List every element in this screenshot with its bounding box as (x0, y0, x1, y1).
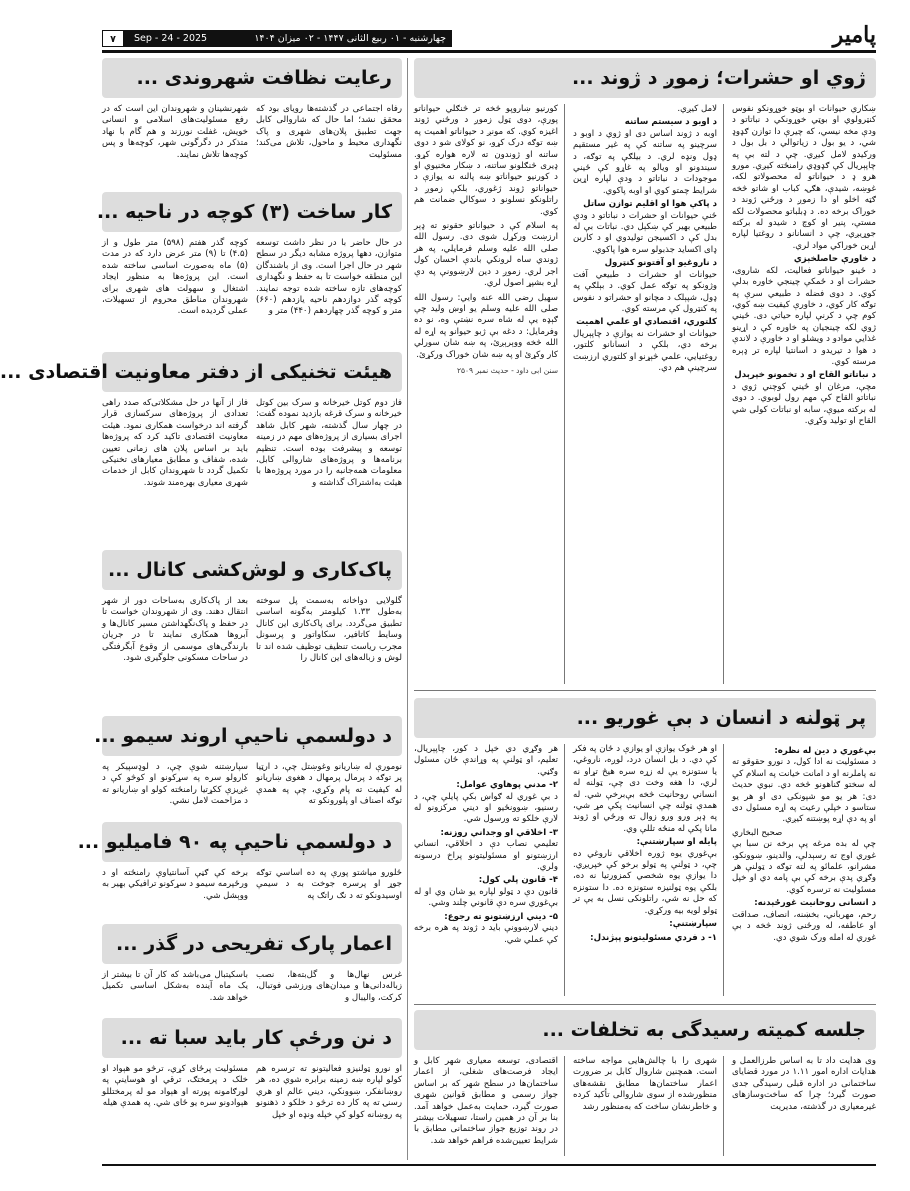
article-islam (414, 698, 876, 998)
newspaper-logo: پامیر (832, 22, 876, 48)
article-subheading: ۵- دیني ارزښتونو ته رجوع: (444, 911, 558, 922)
article-paragraph: باسکیتبال می‌باشد که کار آن تا بیشتر از یک ماه آینده به‌شکل اساسی تکمیل خواهد شد. (102, 970, 248, 1003)
article-subheading: د اوبو د سیستم ساتنه (624, 117, 717, 128)
article-paragraph: د ځینو حیواناتو فعالیت، لکه شاروی، حشرات او د ځمکې چینجي خاوره بدلې کوي. د دوی فضله د طبیعي سرې په توګه کار کوي، د خاورې کیفیت ښه کوي، کوم چې د کرنې لپاره حیاتي دی. ځیني ژوي لکه چینجیان په خاوره کې د اړینو غذایي موادو د ویشلو او د خاورې د لاندې د هوا د تیریدو د اسانتیا لپاره تر ډېره مرسته کوي. (732, 265, 876, 367)
article-paragraph: چې له بده مرغه پې برخه نن سبا بې غوري اوج ته رسېدلې، والدینو، ښوونکو، مشرانو، علمائو په لته توګه د ټولنې هر وګړي پدې برخه کې بې پامه دي او خپل مسئولیت نه ترسره کوي. (732, 839, 876, 895)
article-street (96, 192, 402, 342)
article-paragraph: فاز از آنها در حل مشکلاتی‌که صدد راهی تعدادی از پروژه‌های سرکسازی قرار گرفته اند درخواست همکاری نمود. هیئت معاونیت اقتصادی تاکید کرد که پروژه‌ها باید بر اساس پلان های زمانی تعیین شده، شفاف و مطابق معیارهای تخنیکی تکمیل گردد تا شهروندان کابل از خدمات شهری معیاری بهره‌مند شوند. (102, 398, 248, 488)
page-number: ۷ (102, 30, 124, 47)
article-paragraph: قانون دې د ټولو لپاره یو شان وي او له بې‌غوري سره دې قانوني چلند وشي. (414, 886, 558, 909)
article-paragraph: د بې غوري له ګواښ بکې پایلې چې، د رسنیو، ښوونځیو او دیني مرکزونو له لارې خلکو ته ورسول شي. (414, 791, 558, 825)
article-subheading: د ناروغیو او آفتونو کنټرول (604, 258, 717, 269)
article-park (102, 924, 402, 1012)
article-paragraph: د مسئولیت نه ادا کول، د نورو حقوقو ته نه پاملرنه او د امانت خیانت په اسلام کې له سختو ګناهونو څخه دي. نبوي حدیث دی: هر یو مو شپونکی دی او هر یو ستاسو د خپلې رعیت په اړه مسئول دی او په دې اړه پوښتنه کیږي. (732, 757, 876, 825)
article-paragraph: کوچه گذر هفتم (۵۹۸) متر طول و از (۴.۵) تا (۹) متر عرض دارد که در مدت (۵) ماه به‌صورت اساسی ساخته شده است. این پروژه‌ها به منظور ایجاد اشتغال و سهولت های شهری برای شهروندان مناطق محروم از تسهیلات، عملی گردیده است. (102, 238, 248, 317)
article-paragraph: کورنیو ښاروپو څخه تر څنګلي حیواناتو پورې، دوی ټول زموږ د ورځني ژوند اغیزه کوي. که مونږ د حیواناتو اهمیت په ښه توګه درک کړو، نو کولای شو د دوی ساتنه او ژوندون ته لاره هواره کړو. ډیری څنګلونو ساتنه، د ښکار مخنیوي او د کورنیو حیواناتو ښه پالنه نه یوازې د حیواناتو ژوند ژغوري، بلکې زموږ د راتلونکو نسلونو د سوکالۍ ضمانت هم کوي. (414, 104, 558, 217)
date-bar (102, 30, 452, 47)
article-title: د دولسمې ناحیې په ۹۰ فامیلیو ... (102, 822, 402, 862)
masthead (102, 22, 876, 53)
article-paragraph: مچې، مرغان او ځیني کوچني ژوي د نباتاتو القاح کې مهم رول لوبوي. د دوی له برکته میوې، سابه او نباتات کولی شي القاح او تولید وکړي. (732, 381, 876, 426)
article-cleanliness (102, 58, 402, 186)
article-title: هیئت تخنیکی از دفتر معاونیت اقتصادی ... (102, 352, 402, 392)
footer-rule (102, 1164, 876, 1166)
article-families (77, 822, 402, 916)
article-canal (102, 550, 402, 710)
article-paragraph: رحم، مهرباني، بخښنه، انصاف، صداقت او عاطفه، له ورځنی ژوند څخه د بې غوري له امله ورک شوي دي. (732, 909, 876, 943)
article-paragraph: حیوانات او حشرات د طبیعي آفت وژونکو په توګه عمل کوي. د بېلګې په ډول، شپېلک د مچانو او حشراتو د نفوس په کنټرول کې مرسته کوي. (573, 269, 717, 314)
article-column (414, 104, 565, 684)
article-paragraph: لامل کیږي. (677, 104, 717, 114)
article-title: جلسه کمیته رسیدگی به تخلفات ... (414, 1010, 876, 1050)
article-subheading: ۴- قانون پلي کول: (478, 875, 558, 886)
article-paragraph: وی هدایت داد تا به اساس طرزالعمل و هدایات اداره امور ۱.۱۱ در مورد قضایای ساختمانی در اداره قبلی رسیدگی جدی صورت گیرد؛ چرا که ساخت‌وسازهای غیرمعیاری در گذشته، مدیریت (732, 1056, 877, 1112)
article-subheading: د پاکې هوا او اقلیم توازن ساتل (583, 199, 717, 210)
article-column (732, 104, 876, 684)
article-paragraph: بې‌غوري یوه ژوره اخلاقي ناروغي ده چې، د ټولنې په ټولو برخو کې خپریږي. دا یوازې یوه شخصي کمزورتیا نه ده، بلکې یوه ټولنیزه ستونزه ده. دا ستونزه که حل نه شي، راتلونکی نسل به یې تر ټولو لویه بیه ورکړي. (573, 848, 717, 916)
article-work (102, 1018, 402, 1160)
article-paragraph: برخه کې ګڼې آسانتیاوې رامنځته او د ورځپرمه سیمو د سړکونو ترافیکي بهیر به ووېشل شي. (102, 868, 248, 901)
article-title: د دولسمې ناحیې اروند سیمو ... (102, 716, 402, 756)
date-persian: چهارشنبه - ۰۱ ربیع الثانی ۱۴۴۷ - ۰۲ میزان ۱۴۰۴ (254, 33, 446, 44)
article-title: ژوي او حشرات؛ زموږ د ژوند ... (414, 58, 876, 98)
article-paragraph: شهری را با چالش‌هایی مواجه ساخته است. همچنین شاروال کابل بر ضرورت اعمار ساختمان‌ها مطابق نقشه‌های منظورشده از سوی شاروالی تأکید کرده و خاطرنشان ساخت که به‌منظور رشد (573, 1056, 724, 1156)
article-source: صحیح البخاري (732, 827, 783, 838)
article-source: سنن ابی داود - حدیث نمبر ۲۵۰۹ (456, 365, 558, 375)
article-paragraph: تعلیمي نصاب دې د اخلاقي، انساني ارزښتونو او مسئولیتونو پراخ درسونه ولري. (414, 839, 558, 873)
article-column (414, 744, 565, 996)
article-animals (414, 58, 876, 690)
article-paragraph: در حال حاضر با در نظر داشت توسعه متوازن، دهها پروژه مشابه دیگر در سطح شهر در حال اجرا است. وی از باشندگان این منطقه خواست تا به حفظ و نگهداری کوچه‌های تازه ساخته شده توجه نمایند. کوچه گذر دوازدهم ناحیه یازدهم (۶۶۰) متر و کوچه گذر چهاردهم (۴۴۰) متر و (256, 238, 402, 317)
article-subheading: کلتوري، اقتصادي او علمي اهمیت (576, 317, 717, 328)
article-paragraph: غرس نهال‌ها و گل‌بته‌ها، نصب زباله‌دانی‌ها و میدان‌های ورزشی فوتبال، کرکت، والیبال و (256, 970, 402, 1003)
article-committee (414, 1010, 876, 1160)
article-title: کار ساخت (۳) کوچه در ناحیه ... (102, 192, 402, 232)
article-paragraph: گلولایی دواخانه به‌سمت پل سوخته به‌طول ۱.۳۳ کیلومتر به‌گونه اساسی تطبیق می‌گردد. برای پاک‌کاری این کانال وسایط کاتافیر، سکاواتور و پرسونل مجرب ریاست تنظیف توظیف شده اند تا لوش و زباله‌های این کانال را (256, 596, 402, 664)
article-title: پاک‌کاری و لوش‌کشی کانال ... (102, 550, 402, 590)
article-subheading: ۲- مدني پوهاوي عوامل: (456, 780, 558, 791)
article-subheading: د خاورې حاصلخېزي (793, 254, 876, 265)
article-paragraph: ښکاري حیوانات او بوټو خوړونکو نفوس کنټرولوي او بوټي خوړونکي د نباتاتو د ودې مخه نیسي، که چیرې دا توازن ګډوډ شي، د یو بول د زیاتوالي د بل بول د ورکیدو لامل کیږي. چې د لته بې په چاپېریال کې ګډوډي رامنځته کیږي. مورو هرو ډ د حیواناتو له محصولاتو لکه، غوښه، شیدې، هګۍ، کباب او شاتو څخه ګټه اخلو او دا زموږ د ورځنۍ ژوند د خوراک برخه ده. د ډبلباتو محصولات لکه مستې، پنیر او کوچ د شیدو له برکته جوړیږي، چې د انسانانو د روغتیا لپاره اړین خوراکي مواد لري. (732, 104, 876, 251)
article-subheading: بې‌غوري د دین له نظره: (774, 746, 876, 756)
article-subheading: د انسانی روحانیت غورځېدنه: (754, 898, 876, 909)
article-paragraph: اقتصادی، توسعه معیاری شهر کابل و ایجاد فرصت‌های شغلی، از اعمار ساختمان‌ها در سطح شهر که بر اساس جواز رسمی و مطابق قوانین شهری صورت گیرد، حمایت به‌عمل خواهد آمد. بنا بر آن در همین راستا، تسهیلات بیشتر در روند توزیع جواز ساختمانی مطابق با شرایط تعیین‌شده فراهم خواهد شد. (414, 1056, 565, 1156)
article-title: رعایت نظافت شهروندی ... (102, 58, 402, 98)
article-subheading: د نباتاتو القاح او د تخمونو خپرېدل (734, 370, 876, 381)
article-subheading: ۳- اخلاقي او وجداني روزنه: (440, 827, 558, 838)
article-subheading: پایله او سپارښتنې: (636, 837, 717, 848)
article-paragraph: دیني لارښوونې باید د ژوند په هره برخه کې عملي شي. (414, 923, 558, 945)
article-paragraph: او هر څوک یوازې او یوازې د ځان په فکر کې دي. د بل انسان درد، لوږه، ناروغي، یا ستونزه یې له زړه سره هیڅ تړاو نه لري، دا هغه وخت دی چې، ټولنه له انساني روحانیت څخه بې‌برخې شي. له همدې ټولنه چې انسانیت پکې مړ شي، په ډېر ورو ورو زوال ته ورځي او ژوند مانا پکې له منځه تللې وي. (573, 744, 717, 834)
article-subheading: ۱- د فردي مسئولیتونو پېژندل: (590, 932, 717, 943)
article-paragraph: سپارښتنه شوې چې، د لوډسپیکر په کارولو سره په سړکونو او کوڅو کې د غږیزې ککړتیا رامنځته کولو او ښاریانو ته د مزاحمت لامل نشي. (102, 762, 248, 807)
article-paragraph: سهیل رضی الله عنه وایي: رسول الله صلی الله علیه وسلم یو اوښ وليد چې ګېډه یې له شاه سره نښتې وه، نو ده وفرمایل: د دغه بې ژبو حیوانو په اړه له الله څخه ووېرېږئ، په ښه شان سورلي کار وکړئ او په ښه شان خوراک ورکړئ. (414, 292, 558, 360)
article-subheading: سپارښتنې: (669, 919, 717, 930)
article-column (573, 104, 724, 684)
article-paragraph: رفاه اجتماعی در گذشته‌ها رویای بود که محقق نشد؛ اما حال که شاروالی کابل جهت تطبیق پلان‌های شهری و پاک نگهداری محیط و ماحول، تلاش می‌کند؛ مسئولیت (256, 104, 402, 160)
article-paragraph: نومورې له ښاریانو وغوښتل چې، د ارټیا پر توګه د پرمال پرمهال د هغوی ښاریانو له کیفیت ته پام وکړي، چې په همدې توګه اصناف او پلورونکو ته (256, 762, 402, 807)
article-paragraph: حیوانات او حشرات نه یوازې د چاپېریال برخه دي، بلکې د انسانانو کلتور، روغتیایي، علمي څېړنو او کلتوري ارزښت سرچینې هم دي. (573, 328, 717, 373)
article-paragraph: ځلورو میاشتو پورې په ده اساسي توګه جوړ او پرسره جوخت به د سیمې اوسیدونکو ته د نګ راتګ په (256, 868, 402, 901)
article-column (573, 744, 724, 996)
article-paragraph: ځنې حیوانات او حشرات د نباتاتو د ودې طبیعي بهیر کې ښکېل دي. نباتات بې له بدل کې د اکسیجن تولیدوي او د کاربن ډای اکساید جذبولو سره هوا پاکوي. (573, 210, 717, 255)
article-technical (0, 352, 402, 542)
article-paragraph: هر وګړي دي خپل د کور، چاپېریال، تعلیم، او ټولنې په وړاندې ځان مسئول وګڼي. (414, 744, 558, 777)
article-title: د نن ورځې کار باید سبا ته ... (102, 1018, 402, 1058)
article-paragraph: او نورو ټولنیزو فعالیتونو ته ترسره هم کولو لپاره ښه زمینه برابره شوي ده، هر روښانفکر، ښوونکي، دیني عالم او هري رسنۍ ته په کار ده ترڅو د خلکو د ذهنونو په روښانه کولو کې خپله ونډه او خپل (256, 1064, 402, 1120)
article-column (732, 744, 876, 996)
article-arvand (94, 716, 402, 816)
article-paragraph: شهرنشینان و شهروندان این است که در رفع مسئولیت‌های اسلامی و انسانی خویش، غفلت نورزند و هم گام با نهاد متذکر در دگرگونی شهر، کوچه‌ها و پس کوچه‌ها تلاش نمایند. (102, 104, 248, 160)
article-paragraph: مسئولیت پرځای کړي، ترڅو مو هېواد او خلک د پرمختګ، ترقي او هوساینې په لورګامونه پورته او هېواد مو له پرمختللو هېوادونو سره یو ځای شي. په همدې هیله (102, 1064, 248, 1109)
article-title: پر ټولنه د انسان د بې غوریو ... (414, 698, 876, 738)
article-paragraph: په اسلام کې د حیواناتو حقونو ته ډېر ارزښت ورکړل شوی دی. رسول الله صلی الله علیه وسلم فرمایلي، په هر ژوندي ساه لرونکي باندې احسان کول اجر لري. زموږ د دین لارښوونې په دې اړه بشپړ اصول لري. (414, 221, 558, 289)
article-paragraph: اوبه د ژوند اساس دی او ژوي د اوبو د سرچینو په ساتنه کې په غیر مستقیم ډول ونډه لري. د بیلګې په توګه، د سیندونو او ویالو په غاړو کې ځیني موجودات د نباتاتو د ودې لپاره اړین شرایط چمتو کوي او اوبه پاکوي. (573, 128, 717, 196)
article-title: اعمار پارک تفریحی در گذر ... (102, 924, 402, 964)
article-paragraph: فاز دوم کوتل خیرخانه و سرک بین کوتل خیرخانه و سرک قرغه بازدید نموده گفت: در چهار سال گذشته، شهر کابل شاهد اجرای بسیاری از پروژه‌های مهم در زمینه توسعه و پیشرفت بوده است. تنظیم برنامه‌ها و پروژه‌های شاروالی کابل، معلومات همه‌جانبه را در مورد پروژه‌ها با هیئت به‌اشتراک گذاشته و (256, 398, 402, 488)
article-paragraph: بعد از پاک‌کاری به‌ساحات دور از شهر انتقال دهند. وی از شهروندان خواست تا در حفظ و پاک‌نگهداشتن مسیر کانال‌ها و آبروها همکاری نمایند تا در جریان بارندگی‌های موسمی از وقوع آبگرفتگی در ساحات مسکونی جلوگیری شود. (102, 596, 248, 664)
date-english: Sep - 24 - 2025 (134, 33, 208, 44)
